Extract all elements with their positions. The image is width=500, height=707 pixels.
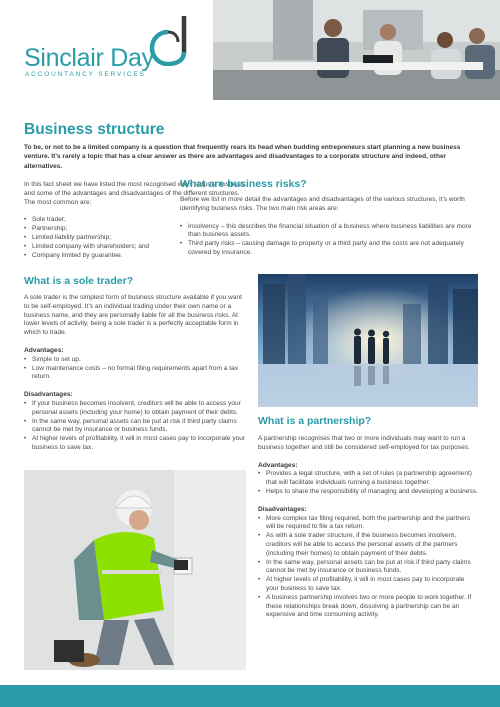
page-title: Business structure: [24, 121, 165, 138]
header-office-photo: [213, 0, 500, 100]
list-item: • At higher levels of profitability, it will in most cases pay to incorporate your business to save tax.: [24, 435, 246, 453]
partnership-heading: What is a partnership?: [258, 415, 372, 427]
list-item: • Simple to set up.: [24, 356, 246, 365]
partnership-section: [258, 435, 478, 620]
list-item: • Third party risks – causing damage to property or a third party and the costs are not adequately covered by insurance.: [180, 240, 476, 258]
worker-photo: [24, 470, 246, 670]
list-item: • Provides a legal structure, with a set of rules (a partnership agreement) that will facilitate individuals running a business together.: [258, 470, 478, 488]
partnership-disadvantages-label: Disadvantages:: [258, 505, 307, 513]
list-item: • Helps to share the responsibility of managing and developing a business.: [258, 488, 478, 497]
risks-section: [180, 196, 476, 258]
list-item: • In the same way, personal assets can be put at risk if third party claims cannot be met by insurance or business funds.: [24, 418, 246, 436]
list-item: • Company limited by guarantee.: [24, 252, 246, 261]
sole-trader-advantages-label: Advantages:: [24, 346, 64, 354]
footer-bar: [0, 685, 500, 707]
sole-trader-heading: What is a sole trader?: [24, 275, 134, 287]
sole-trader-disadvantages-label: Disadvantages:: [24, 391, 73, 399]
city-business-photo: [258, 274, 478, 407]
risks-list: [180, 223, 476, 258]
partnership-advantages-list: [258, 470, 478, 496]
brand-name: Sinclair Day: [24, 44, 154, 72]
sole-trader-advantages-list: [24, 356, 246, 382]
list-item: • Insolvency – this describes the financial situation of a business where business liabilities are more than business assets.: [180, 223, 476, 241]
left-intro-text: In this fact sheet we have listed the most recognised ways to run a business and some of the advantages and disadvantages of the different structures. The most common are:: [24, 181, 245, 206]
list-item: • If your business becomes insolvent, creditors will be able to access your personal assets (including your home) to obtain payment of their debts.: [24, 400, 246, 418]
brand-tagline: ACCOUNTANCY SERVICES: [25, 71, 146, 78]
list-item: • Partnership;: [24, 225, 246, 234]
list-item: • A business partnership involves two or more people to work together. If these relationships break down, dissolving a partnership can be an expensive and time consuming activity.: [258, 594, 478, 620]
list-item: • Limited liability partnership;: [24, 234, 246, 243]
risks-text: Before we list in more detail the advantages and disadvantages of the various structures, it’s worth identifying business risks. The two main risk areas are:: [180, 196, 465, 212]
sole-trader-text: A sole trader is the simplest form of business structure available if you want to be self-employed. It’s an individual trading under their own name or a business name, and they are personally liable for all the business risks. At lower levels of activity, being a sole trader is a perfectly acceptable form in which to trade.: [24, 294, 242, 337]
list-item: • Low maintenance costs – no formal filing requirements apart from a tax return.: [24, 365, 246, 383]
sole-trader-section: [24, 294, 246, 453]
risks-heading: What are business risks?: [180, 178, 307, 190]
list-item: • At higher levels of profitability, it will in most cases pay to incorporate your business to save tax.: [258, 576, 478, 594]
sole-trader-disadvantages-list: [24, 400, 246, 453]
list-item: • Sole trader;: [24, 216, 246, 225]
partnership-text: A partnership recognises that two or more individuals may want to run a business together and still be considered self-employed for tax purposes.: [258, 435, 470, 451]
list-item: • More complex tax filing required, both the partnership and the partners will be required to file a tax return.: [258, 515, 478, 533]
list-item: • Limited company with shareholders; and: [24, 243, 246, 252]
brand-logo-icon: [148, 14, 192, 66]
list-item: • In the same way, personal assets can be put at risk if third party claims cannot be met by insurance or business funds.: [258, 559, 478, 577]
list-item: • As with a sole trader structure, if the business becomes insolvent, creditors will be able to access the personal assets of the partners (including their homes) to obtain payment of their debts.: [258, 532, 478, 558]
intro-paragraph: To be, or not to be a limited company is a question that frequently rears its head when budding entrepreneurs start planning a new business venture. It’s rarely a topic that has a clear answer as there are advantages and disadvantages to a corporate structure and indeed, other alternatives.: [24, 144, 461, 170]
partnership-disadvantages-list: [258, 515, 478, 621]
partnership-advantages-label: Advantages:: [258, 461, 298, 469]
